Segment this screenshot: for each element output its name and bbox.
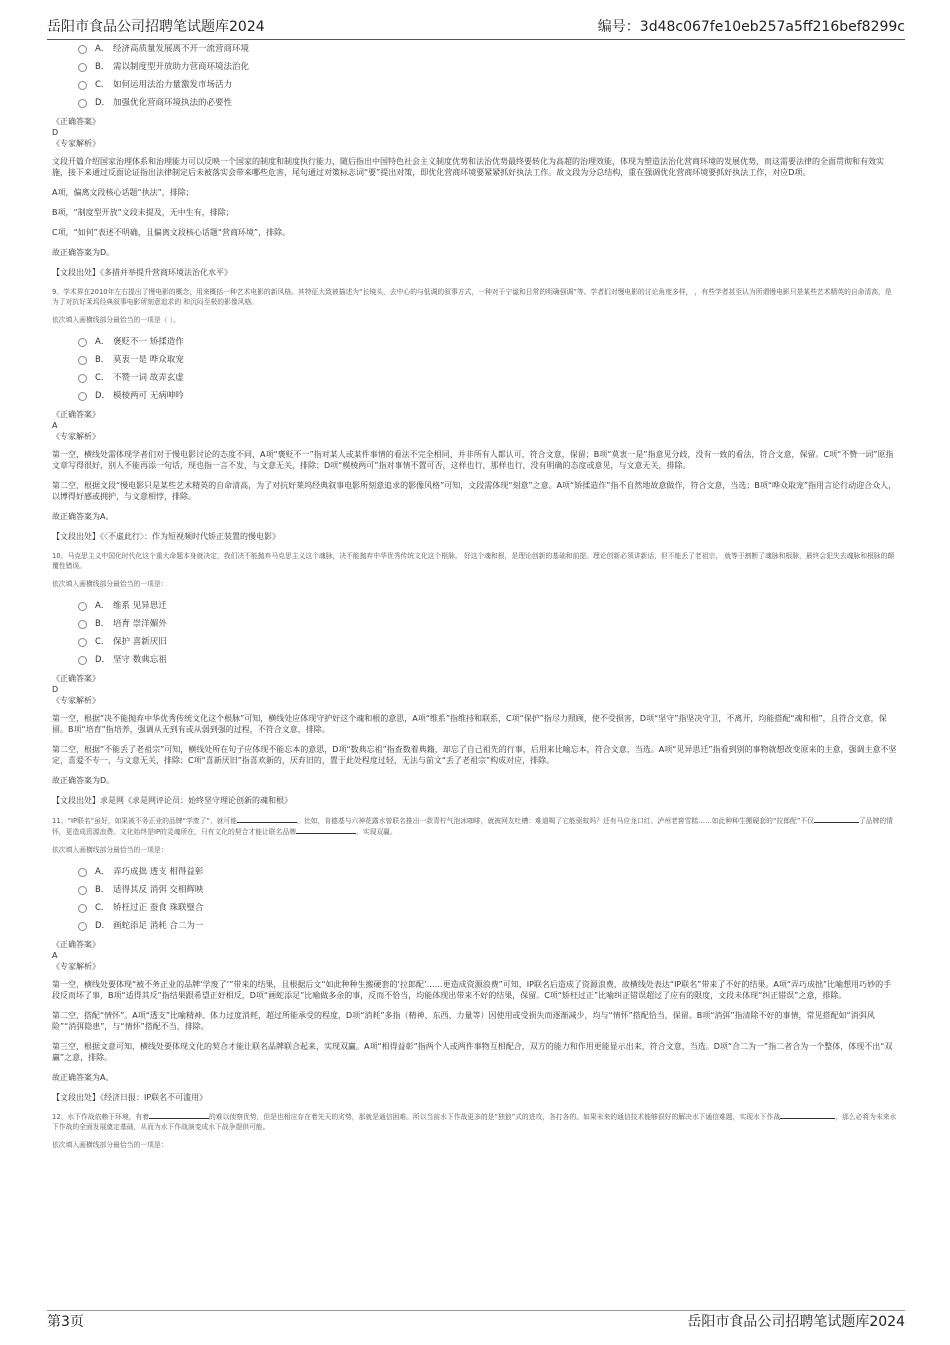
radio-icon[interactable] bbox=[78, 63, 87, 72]
radio-icon[interactable] bbox=[78, 602, 87, 611]
page-content bbox=[52, 44, 898, 1309]
option-letter: C． bbox=[95, 373, 110, 383]
question-stem bbox=[52, 815, 898, 837]
analysis-label: 《专家解析》 bbox=[52, 432, 100, 441]
analysis-paragraph: A项，偏离文段核心话题“执法”，排除； bbox=[52, 188, 194, 197]
page-footer bbox=[47, 1310, 905, 1331]
analysis-paragraph: 第二空，根据“不能丢了老祖宗”可知，横线处所在句子应体现不能忘本的意思，D项“数典忘祖”指查数着典籍，却忘了自己祖先的行事，后用来比喻忘本，符合文意，当选。A项“见异思迁”指看到别的事物就想改变原来的主意，强调主意不坚定，喜爱不专一，与文意无关，排除；C项“喜新厌旧”指喜欢新的，厌弃旧的，置于此处程度过轻，无法与前文“丢了老祖宗”构成对应，排除。 bbox=[52, 745, 897, 765]
option-letter: B． bbox=[95, 62, 110, 72]
option-letter: A． bbox=[95, 44, 110, 54]
radio-icon[interactable] bbox=[78, 81, 87, 90]
question-stem: 9、学术界在2010年左右提出了慢电影的概念，用来概括一种艺术电影的新风格。其特征大致被描述为“长镜头，去中心的与低调的叙事方式，一种对于宁谧和日常的明确强调”等。学者们对慢电影的讨论角度多样， ，有些学者甚至认为所谓慢电影只是某些艺术精英的自命清高，是为了对抗好莱坞经典叙事电影所刻意追求的 和沉闷至极的影像风格。 bbox=[52, 288, 892, 306]
option-letter: B． bbox=[95, 355, 110, 365]
option-text: 加强优化营商环境执法的必要性 bbox=[113, 98, 233, 108]
option-letter: B． bbox=[95, 619, 110, 629]
stem-text: ，那么必将为未来水下作战的全面发展奠定基础，从而为水下作战演变成水下战争提供可能。 bbox=[52, 1113, 897, 1131]
option-letter: A． bbox=[95, 337, 110, 347]
analysis-paragraph: 故正确答案为A。 bbox=[52, 1073, 114, 1082]
analysis-paragraph: 第三空，根据文意可知，横线处要体现文化的契合才能让联名品牌联合起来，实现双赢。A项“相得益彰”指两个人或两件事物互相配合，双方的能力和作用更能显示出来，符合文意，当选。D项“合二为一”指二者合为一个整体，体现不出“双赢”之意，排除。 bbox=[52, 1042, 893, 1062]
radio-icon[interactable] bbox=[78, 45, 87, 54]
option-letter: D． bbox=[95, 98, 111, 108]
radio-icon[interactable] bbox=[78, 868, 87, 877]
question-11 bbox=[52, 815, 898, 1103]
source-note: 【文段出处】求是网《求是网评论员：始终坚守理论创新的魂和根》 bbox=[52, 796, 292, 805]
analysis-label: 《专家解析》 bbox=[52, 962, 100, 971]
option-b[interactable] bbox=[78, 885, 898, 896]
question-12 bbox=[52, 1111, 898, 1150]
analysis-paragraph: 故正确答案为A。 bbox=[52, 512, 114, 521]
analysis-paragraph: 第二空，根据文段“慢电影只是某些艺术精英的自命清高，为了对抗好莱坞经典叙事电影所刻意追求的影像风格”可知，文段需体现“刻意”之意。A项“矫揉造作”指不自然地故意做作，符合文意，当选；B项“哗众取宠”指用言论行动迎合众人，以博得好感或拥护，与文意相悖，排除。 bbox=[52, 481, 897, 501]
question-9 bbox=[52, 287, 898, 542]
option-text: 坚守 数典忘祖 bbox=[113, 655, 167, 665]
option-b[interactable] bbox=[78, 62, 898, 73]
option-text: 模棱两可 无病呻吟 bbox=[113, 391, 184, 401]
radio-icon[interactable] bbox=[78, 356, 87, 365]
option-a[interactable] bbox=[78, 337, 898, 348]
question-prompt: 依次填入画横线部分最恰当的一项是： bbox=[52, 846, 168, 854]
option-a[interactable] bbox=[78, 601, 898, 612]
radio-icon[interactable] bbox=[78, 99, 87, 108]
radio-icon[interactable] bbox=[78, 886, 87, 895]
option-c[interactable] bbox=[78, 903, 898, 914]
option-text: 褒贬不一 矫揉造作 bbox=[113, 337, 184, 347]
page-number: 第3页 bbox=[47, 1314, 84, 1330]
option-text: 经济高质量发展离不开一流营商环境 bbox=[113, 44, 250, 54]
option-d[interactable] bbox=[78, 98, 898, 109]
question-prompt: 依次填入画横线部分最恰当的一项是（ ）。 bbox=[52, 316, 180, 324]
analysis-paragraph: B项，“制度型开放”文段未提及，无中生有，排除； bbox=[52, 208, 234, 217]
page-header bbox=[47, 14, 905, 40]
question-prompt: 依次填入画横线部分最恰当的一项是： bbox=[52, 1141, 168, 1149]
analysis-label: 《专家解析》 bbox=[52, 696, 100, 705]
option-text: 如何运用法治力量激发市场活力 bbox=[113, 80, 233, 90]
fill-blank bbox=[814, 815, 859, 823]
option-letter: D． bbox=[95, 655, 111, 665]
option-d[interactable] bbox=[78, 655, 898, 666]
option-letter: A． bbox=[95, 601, 110, 611]
fill-blank bbox=[237, 815, 297, 823]
radio-icon[interactable] bbox=[78, 922, 87, 931]
source-note: 【文段出处】《多措并举提升营商环境法治化水平》 bbox=[52, 268, 232, 277]
option-d[interactable] bbox=[78, 921, 898, 932]
option-c[interactable] bbox=[78, 373, 898, 384]
question-8 bbox=[52, 44, 898, 278]
analysis-paragraph: C项，“如何”表述不明确，且偏离文段核心话题“营商环境”，排除。 bbox=[52, 228, 291, 237]
option-b[interactable] bbox=[78, 619, 898, 630]
option-c[interactable] bbox=[78, 637, 898, 648]
radio-icon[interactable] bbox=[78, 656, 87, 665]
analysis-paragraph: 第一空，根据“决不能抛弃中华优秀传统文化这个根脉”可知，横线处应体现守护好这个魂和根的意思，A项“维系”指维持和联系，C项“保护”指尽力照顾，使不受损害，D项“坚守”指坚决守卫，不离开，均能搭配“魂和根”，且符合文意，保留。B项“培育”指培养，强调从无到有或从弱到强的过程，不符合文意，排除。 bbox=[52, 714, 887, 734]
stem-text: 了品牌的情怀，更造成资源浪费。文化始终是IP的灵魂所在，只有文化的契合才能让联名品牌 bbox=[52, 817, 893, 836]
radio-icon[interactable] bbox=[78, 638, 87, 647]
option-text: 矫枉过正 蚕食 珠联璧合 bbox=[113, 903, 204, 913]
option-b[interactable] bbox=[78, 355, 898, 366]
option-letter: C． bbox=[95, 80, 110, 90]
answer-value: A bbox=[52, 421, 58, 430]
question-stem: 10、马克思主义中国化时代化这个重大命题本身就决定，我们决不能抛弃马克思主义这个魂脉，决不能抛弃中华优秀传统文化这个根脉。 好这个魂和根，是理论创新的基础和前提。理论创新必须讲新话，但不能丢了老祖宗， 就等于割断了魂脉和根脉，最终会犯失去魂脉和根脉的颠覆性错误。 bbox=[52, 552, 895, 570]
question-10 bbox=[52, 551, 898, 806]
option-text: 需以制度型开放助力营商环境法治化 bbox=[113, 62, 250, 72]
fill-blank bbox=[149, 1111, 209, 1119]
analysis-paragraph: 第一空，横线处要体现“被不务正业的品牌‘学废了’”带来的结果，且根据后文“如此种种生搬硬套的‘拉郎配’……更造成资源浪费”可知，IP联名后造成了资源浪费，故横线处表达“IP联名”带来了不好的结果。A项“弄巧成拙”比喻想用巧妙的手段反而坏了事，B项“适得其反”指结果跟希望正好相反，D项“画蛇添足”比喻做多余的事，反而不恰当，均能体现出带来不好的结果，保留。C项“矫枉过正”比喻纠正错误超过了应有的限度，文段未体现“纠正错误”之意，排除。 bbox=[52, 980, 892, 1000]
option-text: 维系 见异思迁 bbox=[113, 601, 167, 611]
question-prompt: 依次填入画横线部分最恰当的一项是： bbox=[52, 580, 168, 588]
option-text: 弄巧成拙 透支 相得益彰 bbox=[113, 867, 204, 877]
source-note: 【文段出处】《经济日报：IP联名不可滥用》 bbox=[52, 1093, 208, 1102]
answer-value: D bbox=[52, 685, 59, 694]
answer-label: 《正确答案》 bbox=[52, 674, 100, 683]
option-letter: A． bbox=[95, 867, 110, 877]
footer-title: 岳阳市食品公司招聘笔试题库2024 bbox=[687, 1314, 905, 1330]
stem-text: 11、“IP联名”虽好，如果被不务正业的品牌“学废了”，就可能 bbox=[52, 817, 238, 825]
option-d[interactable] bbox=[78, 391, 898, 402]
radio-icon[interactable] bbox=[78, 392, 87, 401]
option-letter: B． bbox=[95, 885, 110, 895]
fill-blank bbox=[780, 1111, 835, 1119]
option-a[interactable] bbox=[78, 44, 898, 55]
header-serial: 编号：3d48c067fe10eb257a5ff216bef8299c bbox=[597, 19, 905, 35]
radio-icon[interactable] bbox=[78, 620, 87, 629]
option-letter: D． bbox=[95, 391, 111, 401]
radio-icon[interactable] bbox=[78, 374, 87, 383]
analysis-label: 《专家解析》 bbox=[52, 139, 100, 148]
answer-label: 《正确答案》 bbox=[52, 410, 100, 419]
stem-text: 12、水下作战依赖于环境，有着 bbox=[52, 1113, 150, 1121]
answer-label: 《正确答案》 bbox=[52, 117, 100, 126]
radio-icon[interactable] bbox=[78, 338, 87, 347]
option-letter: D． bbox=[95, 921, 111, 931]
option-c[interactable] bbox=[78, 80, 898, 91]
analysis-paragraph: 第一空，横线处需体现学者们对于慢电影讨论的态度不同，A项“褒贬不一”指对某人或某件事情的看法不完全相同，并非所有人都认可，符合文意，保留；B项“莫衷一是”指意见分歧，没有一致的看法，符合文意，保留。C项“不赞一词”原指文章写得很好，别人不能再添一句话，现也指一言不发，与文意无关，排除；D项“模棱两可”指对事情不置可否，这样也行，那样也行，没有明确的态度或意见，与文意无关，排除。 bbox=[52, 450, 894, 470]
option-letter: C． bbox=[95, 903, 110, 913]
source-note: 【文段出处】《〈不虚此行〉：作为短视频时代矫正装置的慢电影》 bbox=[52, 532, 280, 541]
analysis-paragraph: 文段开篇介绍国家治理体系和治理能力可以反映一个国家的制度和制度执行能力，随后指出中国特色社会主义制度优势和法治优势最终要转化为高超的治理效能，体现为塑造法治化营商环境的发展优势，而这需要法律的全面贯彻和有效实施，接下来通过反面论证指出法律制定后未被落实会带来哪些危害，尾句通过对策标志词“要”提出对策，即优化营商环境要紧紧抓好执法工作。故文段为分总结构，重在强调优化营商环境要抓好执法工作，对应D项。 bbox=[52, 157, 884, 177]
stem-text: 。比如，肯德基与六神花露水曾联名推出一款青柠气泡冰咖啡，就被网友吐槽：难道喝了它能驱蚊吗？还有马应龙口红、泸州老窖雪糕……如此种种生搬硬套的“拉郎配”不仅 bbox=[297, 817, 814, 825]
question-stem bbox=[52, 1111, 898, 1132]
analysis-paragraph: 故正确答案为D。 bbox=[52, 248, 115, 257]
option-text: 画蛇添足 消耗 合二为一 bbox=[113, 921, 204, 931]
option-letter: C． bbox=[95, 637, 110, 647]
answer-label: 《正确答案》 bbox=[52, 940, 100, 949]
answer-value: D bbox=[52, 128, 59, 137]
radio-icon[interactable] bbox=[78, 904, 87, 913]
option-text: 莫衷一是 哗众取宠 bbox=[113, 355, 184, 365]
option-a[interactable] bbox=[78, 867, 898, 878]
option-text: 培育 崇洋媚外 bbox=[113, 619, 167, 629]
option-text: 适得其反 消弭 交相辉映 bbox=[113, 885, 204, 895]
header-title: 岳阳市食品公司招聘笔试题库2024 bbox=[47, 19, 265, 35]
analysis-paragraph: 故正确答案为D。 bbox=[52, 776, 115, 785]
stem-text: ，实现双赢。 bbox=[356, 828, 397, 836]
analysis-paragraph: 第二空，搭配“情怀”。A项“透支”比喻精神、体力过度消耗，超过所能承受的程度，D项“消耗”多指（精神、东西、力量等）因使用或受损失而逐渐减少，均与“情怀”搭配恰当，保留。B项“消弭”指清除不好的事情，常见搭配如“消弭风险”“消弭隐患”，与“情怀”搭配不当，排除。 bbox=[52, 1011, 875, 1031]
stem-text: 的难以侦察优势，但是也相应存在着先天的劣势，那就是通信困难。所以当前水下作战更多的是“独狼”式的进攻，各打各的。如果未来的通信技术能够很好的解决水下通信难题，实现水下作战 bbox=[209, 1113, 781, 1121]
option-text: 不赞一词 故弄玄虚 bbox=[113, 373, 184, 383]
answer-value: A bbox=[52, 951, 58, 960]
option-text: 保护 喜新厌旧 bbox=[113, 637, 167, 647]
fill-blank bbox=[296, 826, 356, 834]
